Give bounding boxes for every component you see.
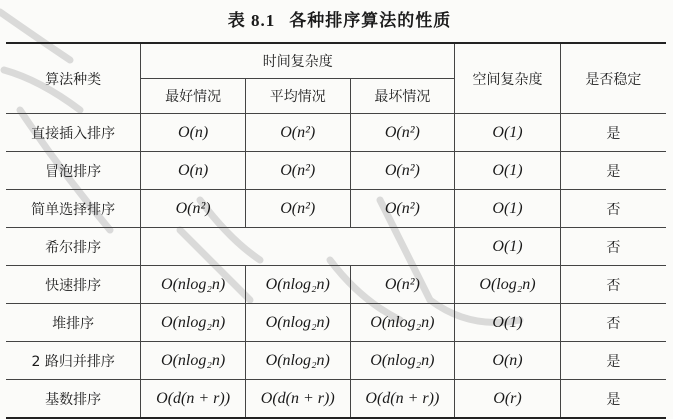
avg-case: O(nlog₂n) bbox=[245, 342, 350, 380]
algo-name: 冒泡排序 bbox=[6, 152, 141, 190]
avg-case: O(n²) bbox=[245, 152, 350, 190]
stability: 否 bbox=[560, 266, 666, 304]
algo-name: 直接插入排序 bbox=[6, 114, 141, 152]
worst-case: O(n²) bbox=[350, 266, 455, 304]
algo-name: 基数排序 bbox=[6, 380, 141, 419]
table-caption bbox=[0, 6, 673, 31]
best-case: O(n²) bbox=[141, 190, 246, 228]
worst-case: O(n²) bbox=[350, 152, 455, 190]
algo-name: 快速排序 bbox=[6, 266, 141, 304]
stability: 是 bbox=[560, 342, 666, 380]
avg-case: O(n²) bbox=[245, 190, 350, 228]
table-row bbox=[6, 304, 666, 342]
space-complexity: O(r) bbox=[455, 380, 561, 419]
stability: 是 bbox=[560, 152, 666, 190]
avg-case: O(d(n + r)) bbox=[245, 380, 350, 419]
table-title: 各种排序算法的性质 bbox=[289, 11, 452, 31]
avg-case: O(nlog₂n) bbox=[245, 304, 350, 342]
avg-case: O(nlog₂n) bbox=[245, 266, 350, 304]
header-algo: 算法种类 bbox=[6, 43, 141, 114]
worst-case: O(nlog₂n) bbox=[350, 304, 455, 342]
sorting-properties-table bbox=[6, 42, 666, 419]
avg-case: O(n²) bbox=[245, 114, 350, 152]
table-row bbox=[6, 380, 666, 419]
worst-case: O(d(n + r)) bbox=[350, 380, 455, 419]
stability: 否 bbox=[560, 304, 666, 342]
header-row-1 bbox=[6, 43, 666, 79]
stability: 是 bbox=[560, 380, 666, 419]
space-complexity: O(1) bbox=[455, 152, 561, 190]
best-case: O(nlog₂n) bbox=[141, 342, 246, 380]
best-case: O(d(n + r)) bbox=[141, 380, 246, 419]
table-row bbox=[6, 114, 666, 152]
worst-case: O(nlog₂n) bbox=[350, 342, 455, 380]
time-complexity-blank bbox=[141, 228, 455, 266]
stability: 是 bbox=[560, 114, 666, 152]
table-number: 表 8.1 bbox=[227, 11, 276, 30]
best-case: O(n) bbox=[141, 114, 246, 152]
space-complexity: O(1) bbox=[455, 190, 561, 228]
algo-name: 简单选择排序 bbox=[6, 190, 141, 228]
algo-name: 堆排序 bbox=[6, 304, 141, 342]
worst-case: O(n²) bbox=[350, 114, 455, 152]
header-best: 最好情况 bbox=[141, 79, 246, 114]
best-case: O(nlog₂n) bbox=[141, 304, 246, 342]
table-row bbox=[6, 190, 666, 228]
table-row bbox=[6, 266, 666, 304]
stability: 否 bbox=[560, 190, 666, 228]
space-complexity: O(n) bbox=[455, 342, 561, 380]
worst-case: O(n²) bbox=[350, 190, 455, 228]
algo-name: 2 路归并排序 bbox=[6, 342, 141, 380]
table-row bbox=[6, 342, 666, 380]
space-complexity: O(1) bbox=[455, 114, 561, 152]
best-case: O(n) bbox=[141, 152, 246, 190]
stability: 否 bbox=[560, 228, 666, 266]
header-avg: 平均情况 bbox=[245, 79, 350, 114]
header-worst: 最坏情况 bbox=[350, 79, 455, 114]
space-complexity: O(1) bbox=[455, 304, 561, 342]
table-row bbox=[6, 228, 666, 266]
best-case: O(nlog₂n) bbox=[141, 266, 246, 304]
space-complexity: O(1) bbox=[455, 228, 561, 266]
table-row bbox=[6, 152, 666, 190]
header-stable: 是否稳定 bbox=[560, 43, 666, 114]
header-time: 时间复杂度 bbox=[141, 43, 455, 79]
header-space: 空间复杂度 bbox=[455, 43, 561, 114]
algo-name: 希尔排序 bbox=[6, 228, 141, 266]
space-complexity: O(log₂n) bbox=[455, 266, 561, 304]
